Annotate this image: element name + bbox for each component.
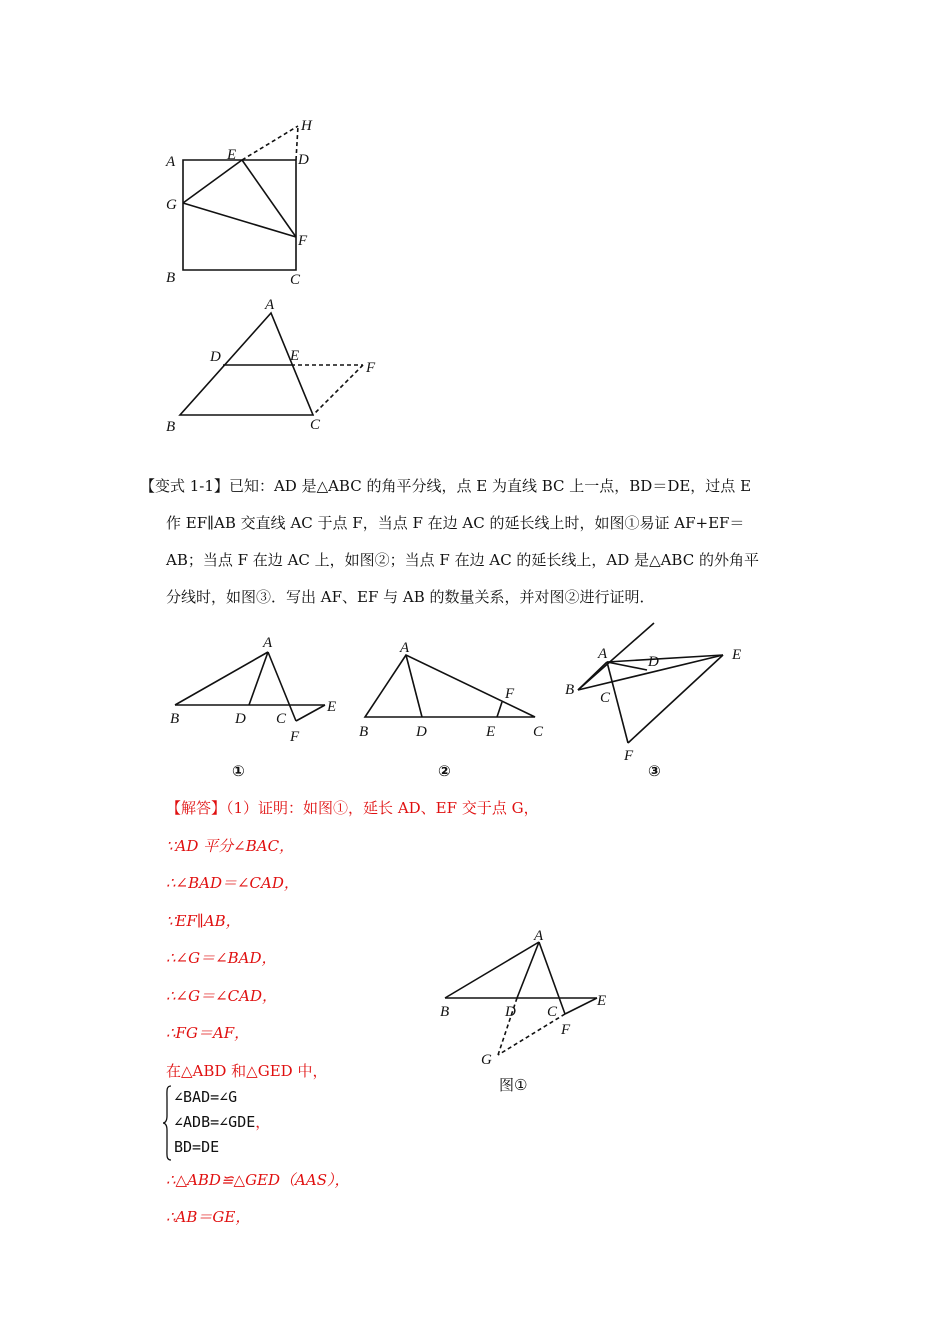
dashed-fc bbox=[313, 365, 363, 415]
answer-tag: 【解答】 bbox=[166, 799, 227, 817]
label-e: E bbox=[597, 993, 607, 1009]
segment-ba bbox=[445, 942, 539, 998]
label-d: D bbox=[505, 1004, 516, 1020]
segment-ef bbox=[628, 655, 723, 743]
label-f: F bbox=[366, 360, 376, 376]
answer-conclusion-1: ∴△ABD≌△GED（AAS）， bbox=[166, 1171, 350, 1189]
answer-step: ∵AD 平分∠BAC， bbox=[166, 836, 295, 855]
label-b: B bbox=[170, 711, 180, 727]
answer-step: ∴FG＝AF， bbox=[166, 1024, 250, 1042]
label-e: E bbox=[486, 724, 496, 740]
figure-3-caption: ③ bbox=[648, 762, 661, 780]
label-b: B bbox=[166, 270, 176, 286]
system-line-1: ∠BAD=∠G bbox=[174, 1088, 238, 1106]
label-b: B bbox=[565, 682, 575, 698]
figure-3 bbox=[560, 615, 760, 780]
label-b: B bbox=[166, 419, 176, 435]
problem-line-3: AB；当点 F 在边 AC 上，如图②；当点 F 在边 AC 的延长线上，AD 是△ABC 的外角平 bbox=[166, 551, 759, 569]
segment-ad bbox=[517, 942, 539, 998]
label-h: H bbox=[301, 118, 312, 134]
equation-system bbox=[162, 1085, 362, 1161]
triangle-abc bbox=[180, 313, 313, 415]
system-comma: ， bbox=[255, 1113, 271, 1131]
label-a: A bbox=[400, 640, 410, 656]
label-b: B bbox=[440, 1004, 450, 1020]
answer-step: 在△ABD 和△GED 中， bbox=[166, 1061, 328, 1080]
segment-gf bbox=[183, 203, 296, 237]
label-g: G bbox=[481, 1052, 492, 1068]
label-d: D bbox=[648, 654, 659, 670]
figure-2 bbox=[355, 630, 555, 780]
segment-ef bbox=[497, 702, 502, 717]
left-brace-icon bbox=[162, 1085, 172, 1161]
label-f: F bbox=[624, 748, 634, 764]
answer-conclusion-2: ∴AB＝GE， bbox=[166, 1208, 251, 1226]
segment-ba bbox=[175, 652, 268, 705]
figure-2-caption: ② bbox=[438, 762, 451, 780]
label-c: C bbox=[310, 417, 321, 433]
label-a: A bbox=[166, 154, 176, 170]
problem-line-4: 分线时，如图③．写出 AF、EF 与 AB 的数量关系，并对图②进行证明． bbox=[166, 588, 655, 606]
segment-acf bbox=[607, 662, 628, 743]
label-c: C bbox=[600, 690, 611, 706]
answer-step: ∴∠BAD＝∠CAD， bbox=[166, 874, 299, 892]
answer-step: ∴∠G＝∠CAD， bbox=[166, 986, 277, 1005]
label-e: E bbox=[327, 699, 337, 715]
answer-figure-caption: 图① bbox=[499, 1076, 528, 1094]
label-c: C bbox=[533, 724, 544, 740]
triangle-figure bbox=[160, 293, 390, 438]
answer-step: ∵EF∥AB， bbox=[166, 911, 241, 930]
system-line-2: ∠ADB=∠GDE， bbox=[174, 1113, 271, 1131]
segment-ge bbox=[183, 160, 242, 203]
square-abcd bbox=[183, 160, 296, 270]
dashed-fg bbox=[498, 1014, 565, 1055]
label-d: D bbox=[298, 152, 309, 168]
label-f: F bbox=[290, 729, 300, 745]
label-a: A bbox=[265, 297, 275, 313]
segment-ad bbox=[249, 652, 268, 705]
label-a: A bbox=[534, 928, 544, 944]
label-e: E bbox=[732, 647, 742, 663]
label-d: D bbox=[235, 711, 246, 727]
segment-ef bbox=[242, 160, 296, 237]
label-c: C bbox=[290, 272, 301, 288]
label-a: A bbox=[598, 646, 608, 662]
answer-intro: （1）证明：如图①，延长 AD、EF 交于点 G， bbox=[226, 799, 539, 817]
problem-tag: 【变式 1-1】 bbox=[140, 477, 229, 495]
answer-figure bbox=[435, 920, 625, 1095]
figure-1 bbox=[165, 630, 345, 780]
label-c: C bbox=[547, 1004, 558, 1020]
problem-line-1: 已知：AD 是△ABC 的角平分线，点 E 为直线 BC 上一点，BD＝DE，过点 E bbox=[228, 477, 752, 495]
label-b: B bbox=[359, 724, 369, 740]
system-line-3: BD=DE bbox=[174, 1138, 220, 1156]
figure-1-caption: ① bbox=[232, 762, 245, 780]
label-c: C bbox=[276, 711, 287, 727]
label-e: E bbox=[227, 147, 237, 163]
answer-intro-line bbox=[140, 790, 539, 828]
label-g: G bbox=[166, 197, 177, 213]
label-a: A bbox=[263, 635, 273, 651]
dashed-eh bbox=[242, 126, 298, 160]
segment-ef bbox=[565, 998, 597, 1014]
square-figure bbox=[160, 110, 330, 295]
label-e: E bbox=[290, 348, 300, 364]
label-f: F bbox=[505, 686, 515, 702]
label-f: F bbox=[561, 1022, 571, 1038]
answer-step: ∴∠G＝∠BAD， bbox=[166, 949, 277, 967]
problem-line-2: 作 EF∥AB 交直线 AC 于点 F，当点 F 在边 AC 的延长线上时，如图①易证 AF+EF＝ bbox=[166, 514, 745, 532]
label-d: D bbox=[210, 349, 221, 365]
segment-ad bbox=[607, 662, 647, 670]
label-d: D bbox=[416, 724, 427, 740]
segment-ef bbox=[296, 705, 325, 721]
label-f: F bbox=[298, 233, 308, 249]
segment-ad bbox=[406, 655, 422, 717]
problem-statement bbox=[140, 468, 820, 616]
